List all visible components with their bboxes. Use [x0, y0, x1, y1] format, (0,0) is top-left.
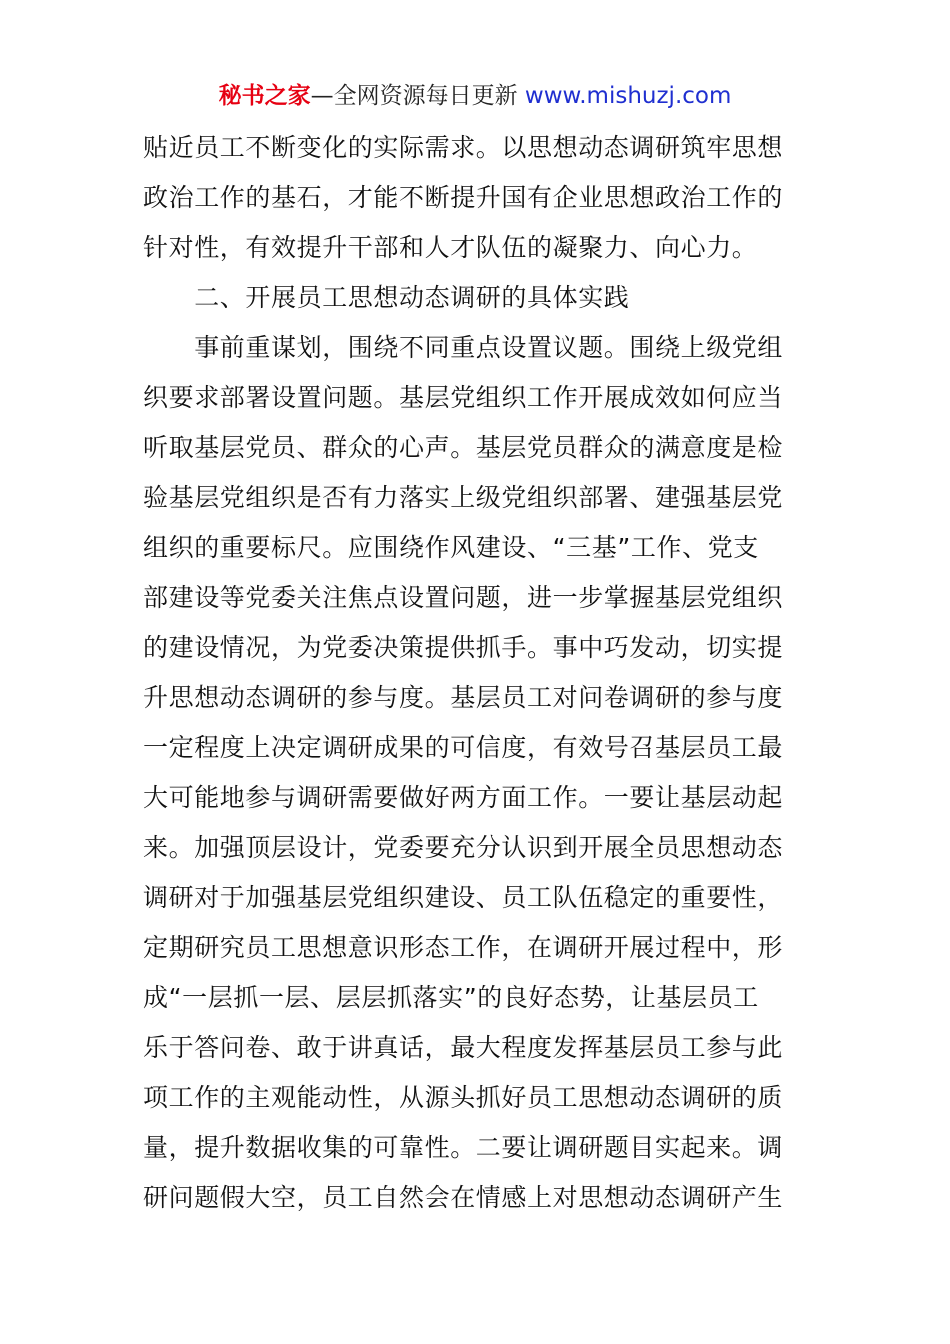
- text-line: 验基层党组织是否有力落实上级党组织部署、建强基层党: [143, 483, 784, 512]
- text-line: 的建设情况，为党委决策提供抓手。事中巧发动，切实提: [143, 633, 784, 662]
- text-line: 一定程度上决定调研成果的可信度，有效号召基层员工最: [143, 733, 784, 762]
- text-line: 织要求部署设置问题。基层党组织工作开展成效如何应当: [143, 383, 784, 412]
- text-line: 研问题假大空，员工自然会在情感上对思想动态调研产生: [143, 1183, 784, 1212]
- text-line: 政治工作的基石，才能不断提升国有企业思想政治工作的: [143, 183, 784, 212]
- text-line: 乐于答问卷、敢于讲真话，最大程度发挥基层员工参与此: [143, 1033, 784, 1062]
- text-line: 项工作的主观能动性，从源头抓好员工思想动态调研的质: [143, 1083, 784, 1112]
- site-url-link[interactable]: www.mishuzj.com: [524, 83, 732, 109]
- section-heading: 二、开展员工思想动态调研的具体实践: [143, 283, 630, 312]
- text-line: 定期研究员工思想意识形态工作，在调研开展过程中，形: [143, 933, 784, 962]
- text-line: 成“一层抓一层、层层抓落实”的良好态势，让基层员工: [143, 983, 759, 1012]
- page-header: [0, 80, 950, 112]
- text-line: 大可能地参与调研需要做好两方面工作。一要让基层动起: [143, 783, 784, 812]
- site-tagline: —全网资源每日更新: [310, 83, 518, 109]
- text-line: 量，提升数据收集的可靠性。二要让调研题目实起来。调: [143, 1133, 784, 1162]
- text-line: 来。加强顶层设计，党委要充分认识到开展全员思想动态: [143, 833, 784, 862]
- text-line: 升思想动态调研的参与度。基层员工对问卷调研的参与度: [143, 683, 784, 712]
- text-line: 组织的重要标尺。应围绕作风建设、“三基”工作、党支: [143, 533, 759, 562]
- text-line: 听取基层党员、群众的心声。基层党员群众的满意度是检: [143, 433, 784, 462]
- text-line: 调研对于加强基层党组织建设、员工队伍稳定的重要性，: [143, 883, 784, 912]
- text-line: 事前重谋划，围绕不同重点设置议题。围绕上级党组: [143, 333, 784, 362]
- text-line: 贴近员工不断变化的实际需求。以思想动态调研筑牢思想: [143, 133, 784, 162]
- site-brand: 秘书之家: [218, 83, 311, 109]
- document-body: [143, 123, 813, 1223]
- text-line: 针对性，有效提升干部和人才队伍的凝聚力、向心力。: [143, 233, 758, 262]
- text-line: 部建设等党委关注焦点设置问题，进一步掌握基层党组织: [143, 583, 784, 612]
